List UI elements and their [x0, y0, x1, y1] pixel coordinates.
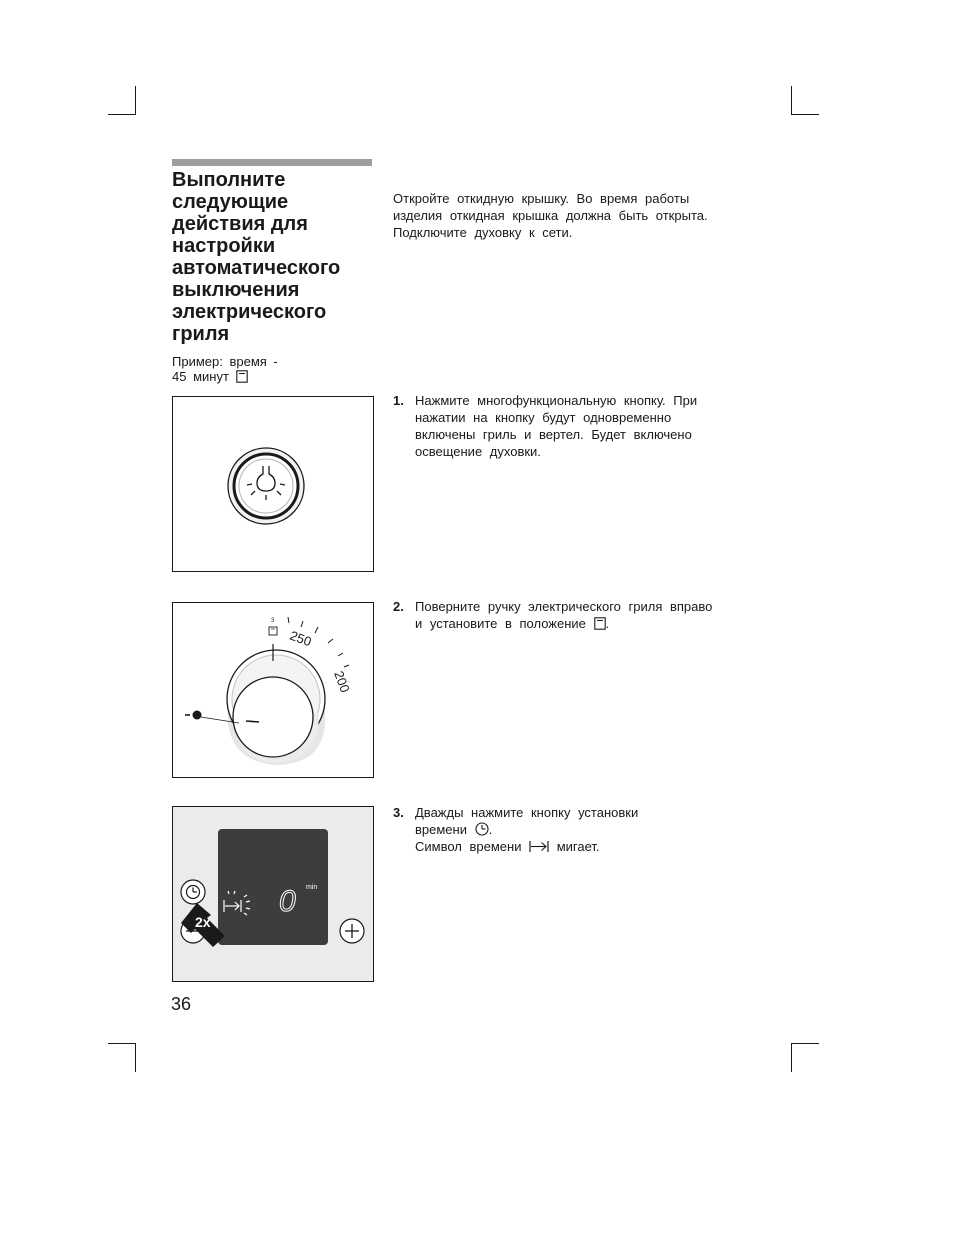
intro-line: Откройте откидную крышку. Во время работы — [393, 191, 690, 206]
crop-mark-top-right-v — [791, 86, 792, 115]
figure-grill-knob — [172, 602, 374, 778]
example-line: 45 минут — [172, 369, 322, 384]
intro-line: изделия откидная крышка должна быть открыта. — [393, 208, 708, 223]
step-number: 2. — [393, 599, 404, 614]
heading-line: выключения — [172, 279, 300, 301]
crop-mark-top-left-h — [108, 114, 136, 115]
step-line: освещение духовки. — [415, 444, 541, 459]
section-rule — [172, 159, 372, 166]
figure-timer-display — [172, 806, 374, 982]
step-text — [415, 392, 755, 460]
step-3 — [393, 804, 753, 858]
step-text — [415, 598, 755, 632]
heading-line: гриля — [172, 323, 230, 345]
svg-text:3: 3 — [271, 618, 275, 624]
grill-knob-drawing — [173, 603, 373, 777]
timer-display-drawing — [173, 807, 373, 981]
heading-line: действия для — [172, 213, 308, 235]
page-number: 36 — [171, 994, 192, 1014]
step-1 — [393, 392, 753, 462]
grill-mode-icon — [236, 370, 248, 383]
step-line: Дважды нажмите кнопку установки — [415, 805, 639, 820]
step-line: Поверните ручку электрического гриля вправо — [415, 599, 713, 614]
clock-button[interactable] — [181, 880, 205, 904]
scale-label-250: 250 — [287, 627, 314, 650]
step-line: Нажмите многофункциональную кнопку. При — [415, 393, 698, 408]
plus-button[interactable] — [340, 919, 364, 943]
step-2 — [393, 598, 753, 634]
section-heading — [172, 169, 377, 345]
step-line: включены гриль и вертел. Будет включено — [415, 427, 692, 442]
heading-line: Выполните — [172, 169, 286, 191]
crop-mark-bottom-left-h — [108, 1043, 136, 1044]
clock-icon — [475, 822, 489, 836]
crop-mark-top-left-v — [135, 86, 136, 115]
step-number: 3. — [393, 805, 404, 820]
crop-mark-bottom-right-v — [791, 1043, 792, 1072]
intro-line: Подключите духовку к сети. — [393, 225, 573, 240]
press-count-label: 2x — [195, 914, 211, 930]
crop-mark-bottom-right-h — [791, 1043, 819, 1044]
intro-text — [393, 190, 753, 241]
display-digit: 0 — [279, 885, 296, 918]
crop-mark-bottom-left-v — [135, 1043, 136, 1072]
grill-mode-icon — [594, 617, 606, 630]
step-line: времени . — [415, 822, 493, 837]
display-unit: min — [306, 884, 318, 891]
crop-mark-top-right-h — [791, 114, 819, 115]
heading-line: электрического — [172, 301, 327, 323]
step-line: Символ времени мигает. — [415, 839, 600, 854]
light-button-drawing — [173, 397, 373, 571]
example-line: Пример: время - — [172, 354, 278, 369]
indicator-dot — [193, 711, 202, 720]
figure-light-button — [172, 396, 374, 572]
heading-line: следующие — [172, 191, 289, 213]
step-number: 1. — [393, 393, 404, 408]
step-line: нажатии на кнопку будут одновременно — [415, 410, 672, 425]
heading-line: настройки — [172, 235, 276, 257]
knob-pointer — [246, 721, 259, 722]
grill-mode-icon — [269, 627, 277, 635]
step-text — [415, 804, 755, 855]
example-note — [172, 354, 322, 384]
heading-line: автоматического — [172, 257, 341, 279]
scale-label-200: 200 — [331, 668, 353, 695]
step-line: и установите в положение . — [415, 616, 610, 631]
timer-arrow-icon — [529, 840, 549, 853]
